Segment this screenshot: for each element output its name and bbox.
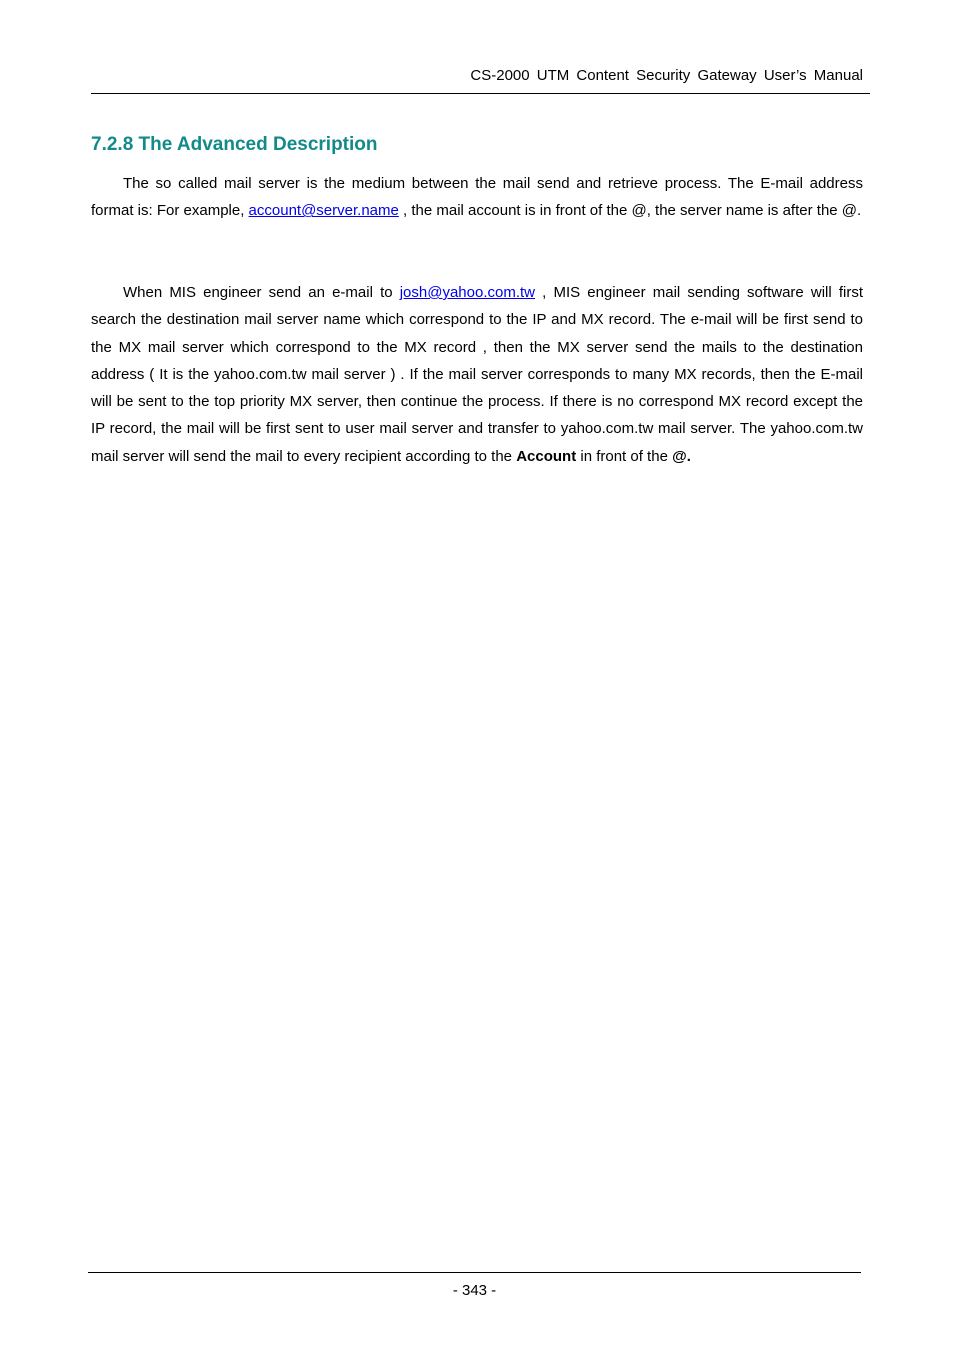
paragraph-text: The so called mail server is the medium between the mail send and retrieve process. The E-mail address format is: For example, <box>91 175 863 220</box>
bold-term-account: Account <box>516 447 577 465</box>
section-title: 7.2.8 The Advanced Description <box>91 134 378 155</box>
paragraph-text: , MIS engineer mail sending software will first search the destination mail server name which correspond to the IP and MX record. The e-mail will be first send to the MX mail server which correspond to the MX record , then the MX server send the mails to the destination address ( It is the yahoo.com.tw mail server ) . If the mail server corresponds to many MX records, then the E-mail will be sent to the top priority MX server, then continue the process. If there is no correspond MX record except the IP record, the mail will be first sent to user mail server and transfer to yahoo.com.tw mail server. The yahoo.com.tw mail server will send the mail to every recipient according to the <box>91 284 864 465</box>
running-header: CS-2000 UTM Content Security Gateway User’s Manual <box>470 67 863 84</box>
footer-divider <box>88 1272 861 1273</box>
bold-term-at-sign: @. <box>672 447 691 465</box>
paragraph-text: When MIS engineer send an e-mail to <box>123 284 400 301</box>
paragraph-mail-server-definition <box>91 170 863 225</box>
email-link-account[interactable]: account@server.name <box>248 202 399 220</box>
email-link-josh[interactable]: josh@yahoo.com.tw <box>399 284 536 301</box>
paragraph-text: in front of the <box>576 447 673 465</box>
page-number: - 343 - <box>452 1282 497 1299</box>
paragraph-text: , the mail account is in front of the @, the server name is after the @. <box>398 202 862 220</box>
paragraph-mx-routing <box>91 279 863 470</box>
header-divider <box>91 93 870 94</box>
